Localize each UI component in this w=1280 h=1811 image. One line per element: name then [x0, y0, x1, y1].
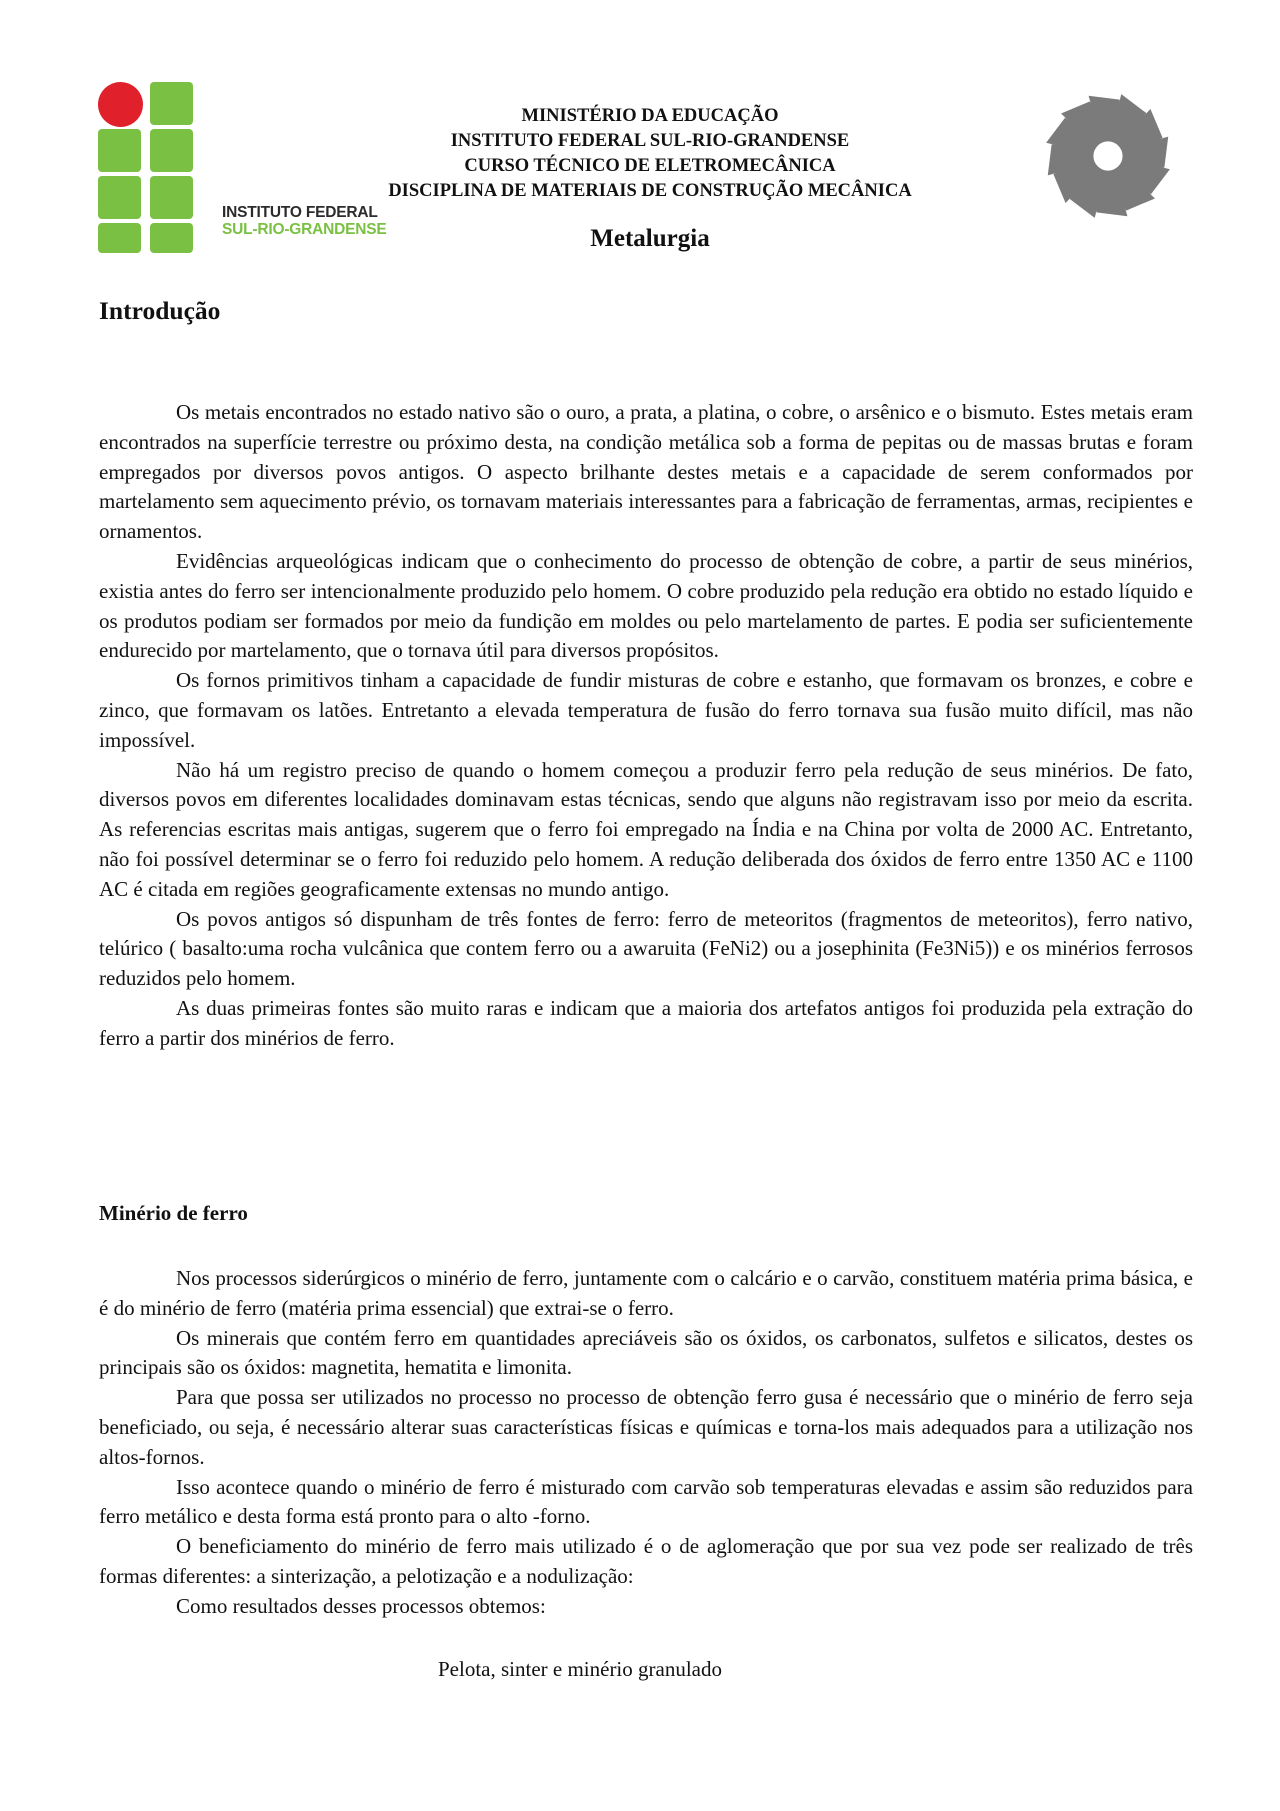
logo-line-2: SUL-RIO-GRANDENSE — [222, 221, 387, 238]
logo-square — [150, 129, 193, 172]
paragraph: Os metais encontrados no estado nativo são o ouro, a prata, a platina, o cobre, o arsênico e o bismuto. Estes metais eram encontrados na superfície terrestre ou próximo desta, na condição metálica sob a forma de pepitas ou de massas brutas e foram empregados por diversos povos antigos. O aspecto brilhante destes metais e a capacidade de serem conformados por martelamento sem aquecimento prévio, os tornavam materiais interessantes para a fabricação de ferramentas, armas, recipientes e ornamentos. — [99, 400, 1193, 544]
gear-emblem-icon — [1040, 88, 1176, 224]
paragraph: O beneficiamento do minério de ferro mais utilizado é o de aglomeração que por sua vez pode ser realizado de três formas diferentes: a sinterização, a pelotização e a nodulização: — [99, 1534, 1193, 1588]
paragraph: Como resultados desses processos obtemos: — [176, 1593, 546, 1618]
logo-square — [150, 82, 193, 125]
document-title: Metalurgia — [590, 225, 710, 252]
section-body-minerio — [99, 1264, 1193, 1622]
paragraph: Os fornos primitivos tinham a capacidade de fundir misturas de cobre e estanho, que formavam os bronzes, e cobre e zinco, que formavam os latões. Entretanto a elevada temperatura de fusão do ferro tornava sua fusão muito difícil, mas não impossível. — [99, 668, 1193, 752]
paragraph: Evidências arqueológicas indicam que o conhecimento do processo de obtenção de cobre, a partir de seus minérios, existia antes do ferro ser intencionalmente produzido pelo homem. O cobre produzido pela redução era obtido no estado líquido e os produtos podiam ser formados por meio da fundição em moldes ou pelo martelamento de partes. E podia ser suficientemente endurecido por martelamento, que o tornava útil para diversos propósitos. — [99, 548, 1193, 663]
centered-result-line: Pelota, sinter e minério granulado — [437, 1657, 722, 1681]
section-body-introducao — [99, 398, 1193, 1054]
logo-square — [98, 176, 141, 219]
header-line: INSTITUTO FEDERAL SUL-RIO-GRANDENSE — [450, 131, 850, 151]
section-heading-minerio: Minério de ferro — [99, 1201, 248, 1225]
header-line: MINISTÉRIO DA EDUCAÇÃO — [521, 106, 779, 126]
logo-square — [98, 223, 141, 253]
header-line: CURSO TÉCNICO DE ELETROMECÂNICA — [464, 156, 836, 176]
logo-square — [150, 223, 193, 253]
paragraph: As duas primeiras fontes são muito raras e indicam que a maioria dos artefatos antigos foi produzida pela extração do ferro a partir dos minérios de ferro. — [99, 995, 1193, 1050]
paragraph: Os povos antigos só dispunham de três fontes de ferro: ferro de meteoritos (fragmentos de meteoritos), ferro nativo, telúrico ( basalto:uma rocha vulcânica que contem ferro ou a awaruita (FeNi2) ou a josephinita (Fe3Ni5)) e os minérios ferrosos reduzidos pelo homem. — [99, 906, 1193, 991]
logo-red-dot — [98, 82, 143, 127]
paragraph: Nos processos siderúrgicos o minério de ferro, juntamente com o calcário e o carvão, constituem matéria prima básica, e é do minério de ferro (matéria prima essencial) que extrai-se o ferro. — [99, 1266, 1193, 1320]
paragraph: Para que possa ser utilizados no processo no processo de obtenção ferro gusa é necessário que o minério de ferro seja beneficiado, ou seja, é necessário alterar suas características físicas e químicas e torna-los mais adequados para a utilização nos altos-fornos. — [99, 1385, 1193, 1469]
header-lines — [300, 104, 1000, 204]
section-heading-introducao: Introdução — [99, 296, 221, 325]
logo-text — [222, 204, 387, 238]
paragraph: Os minerais que contém ferro em quantidades apreciáveis são os óxidos, os carbonatos, sulfetos e silicatos, destes os principais são os óxidos: magnetita, hematita e limonita. — [99, 1325, 1193, 1380]
logo-line-1: INSTITUTO FEDERAL — [222, 204, 378, 221]
logo-square — [98, 129, 141, 172]
paragraph: Não há um registro preciso de quando o homem começou a produzir ferro pela redução de seus minérios. De fato, diversos povos em diferentes localidades dominavam estas técnicas, sendo que alguns não registravam isso por meio da escrita. As referencias escritas mais antigas, sugerem que o ferro foi empregado na Índia e na China por volta de 2000 AC. Entretanto, não foi possível determinar se o ferro foi reduzido pelo homem. A redução deliberada dos óxidos de ferro entre 1350 AC e 1100 AC é citada em regiões geograficamente extensas no mundo antigo. — [99, 757, 1193, 901]
paragraph: Isso acontece quando o minério de ferro é misturado com carvão sob temperaturas elevadas e assim são reduzidos para ferro metálico e desta forma está pronto para o alto -forno. — [99, 1474, 1193, 1529]
logo-square — [150, 176, 193, 219]
header-line: DISCIPLINA DE MATERIAIS DE CONSTRUÇÃO MECÂNICA — [388, 181, 912, 201]
